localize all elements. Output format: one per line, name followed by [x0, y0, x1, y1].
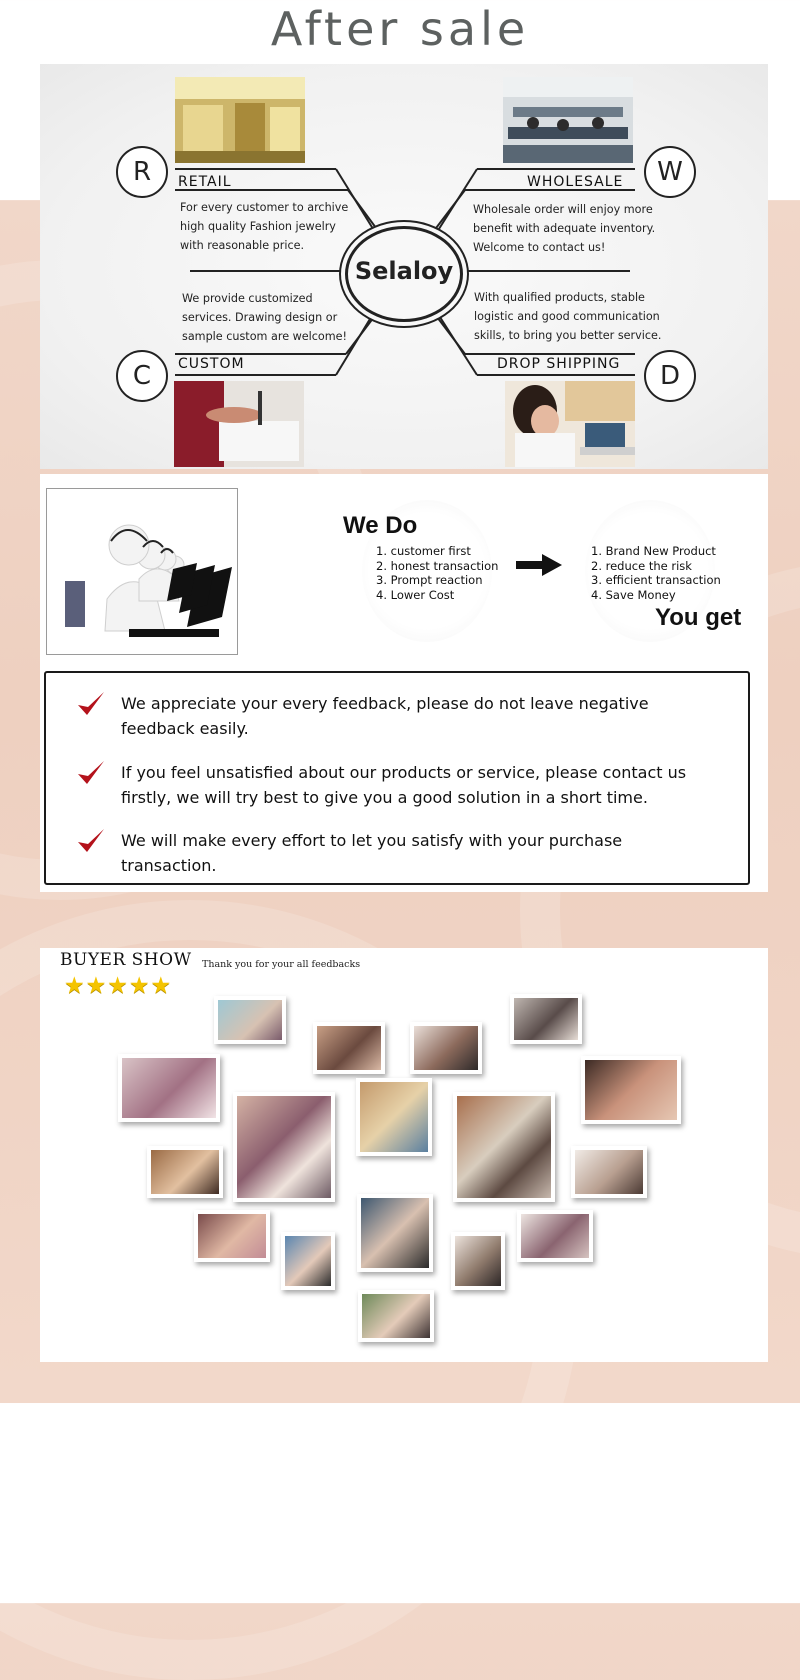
you-get-item: 4. Save Money: [591, 587, 676, 602]
page-title: After sale: [270, 2, 530, 56]
wholesale-label: WHOLESALE: [527, 174, 624, 190]
buyer-photo: [214, 996, 286, 1044]
buyer-photo: [147, 1146, 223, 1198]
retail-store-photo: [175, 77, 305, 163]
buyer-photo: [233, 1092, 335, 1202]
service-hub: [40, 64, 768, 469]
feedback-text: We appreciate your every feedback, please do not leave negative feedback easily.: [121, 694, 649, 738]
retail-letter-badge: R: [116, 146, 168, 198]
buyer-photo: [451, 1232, 505, 1290]
customer-support-illustration: [46, 488, 238, 655]
custom-letter-badge: C: [116, 350, 168, 402]
rating-stars-icon: ★★★★★: [64, 972, 173, 998]
custom-label: CUSTOM: [178, 356, 245, 372]
we-do-item: 2. honest transaction: [376, 558, 499, 573]
buyer-photo: [313, 1022, 385, 1074]
buyer-photo: [356, 1078, 432, 1156]
feedback-text: We will make every effort to let you satisfy with your purchase transaction.: [121, 831, 623, 875]
buyer-show-panel: [40, 948, 768, 1362]
custom-design-photo: [174, 381, 304, 467]
retail-description: For every customer to archive high quality Fashion jewelry with reasonable price.: [180, 201, 349, 252]
you-get-item: 1. Brand New Product: [591, 544, 716, 558]
drop-shipping-letter-badge: D: [644, 350, 696, 402]
we-do-list: [376, 544, 498, 602]
checkmark-icon: [76, 760, 106, 788]
you-get-item: 3. efficient transaction: [591, 573, 721, 587]
buyer-photo: [194, 1210, 270, 1262]
buyer-photo: [358, 1290, 434, 1342]
buyer-photo: [453, 1092, 555, 1202]
we-do-item: 3. Prompt reaction: [376, 573, 483, 587]
we-do-title: We Do: [343, 512, 418, 539]
wholesale-office-photo: [503, 77, 633, 163]
brand-logo: [345, 226, 463, 322]
we-do-item: 4. Lower Cost: [376, 587, 455, 602]
buyer-show-title: BUYER SHOW: [60, 950, 192, 970]
buyer-photo: [281, 1232, 335, 1290]
checkmark-icon: [76, 691, 106, 719]
checkmark-icon: [76, 828, 106, 856]
buyer-photo: [571, 1146, 647, 1198]
drop-shipping-photo: [505, 381, 635, 467]
arrow-right-icon: [516, 554, 562, 576]
brand-logo-text: Selaloy: [354, 257, 454, 285]
you-get-item: 2. reduce the risk: [591, 558, 692, 573]
buyer-photo: [510, 994, 582, 1044]
buyer-photo: [517, 1210, 593, 1262]
custom-description: We provide customized services. Drawing design or sample custom are welcome!: [182, 292, 348, 343]
buyer-photo: [118, 1054, 220, 1122]
buyer-show-subtitle: Thank you for your all feedbacks: [202, 959, 361, 970]
service-panel: [40, 474, 768, 892]
wholesale-description: Wholesale order will enjoy more benefit with adequate inventory. Welcome to contact us!: [473, 203, 656, 254]
feedback-box: [44, 671, 750, 885]
you-get-title: You get: [655, 604, 742, 631]
we-do-item: 1. customer first: [376, 544, 471, 558]
buyer-photo: [581, 1056, 681, 1124]
drop-shipping-label: DROP SHIPPING: [497, 356, 621, 372]
buyer-photo: [410, 1022, 482, 1074]
drop-shipping-description: With qualified products, stable logistic and good communication skills, to bring you better service.: [474, 291, 662, 342]
retail-label: RETAIL: [178, 174, 232, 190]
you-get-list: [591, 544, 721, 602]
buyer-photo: [357, 1194, 433, 1272]
feedback-text: If you feel unsatisfied about our products or service, please contact us firstly, we will try best to give you a good solution in a short time.: [121, 763, 687, 807]
wholesale-letter-badge: W: [644, 146, 696, 198]
